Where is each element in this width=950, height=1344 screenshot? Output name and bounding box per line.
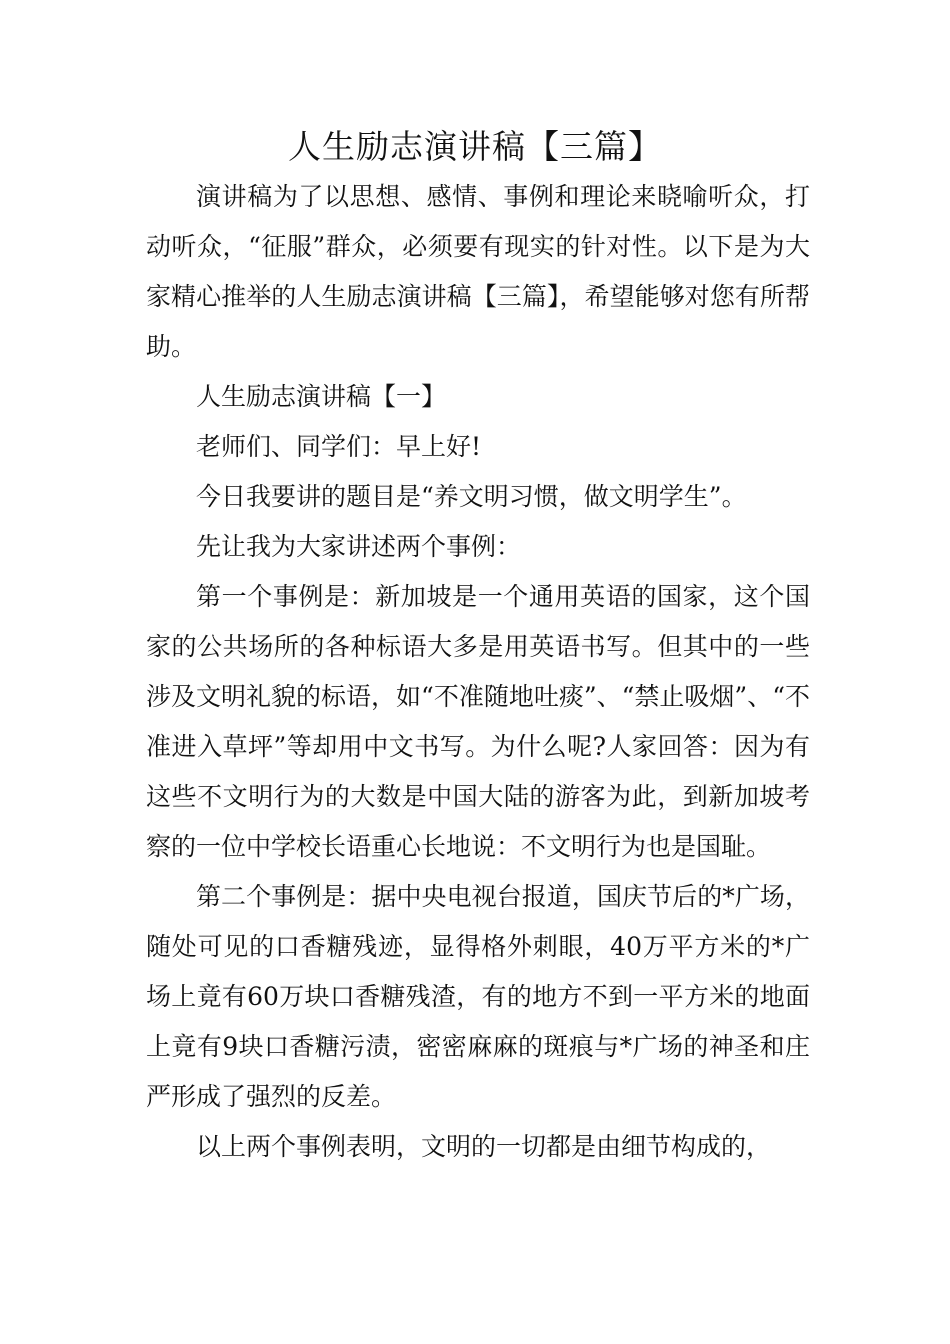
paragraph-conclusion: 以上两个事例表明，文明的一切都是由细节构成的，	[196, 1132, 772, 1161]
paragraph-lead-in: 先让我为大家讲述两个事例：	[196, 532, 522, 561]
document-body	[146, 172, 810, 1172]
paragraph-example-two: 第二个事例是：据中央电视台报道，国庆节后的*广场，随处可见的口香糖残迹，显得格外刺眼，40万平方米的*广场上竟有60万块口香糖残渣，有的地方不到一平方米的地面上竟有9块口香糖污渍，密密麻麻的斑痕与*广场的神圣和庄严形成了强烈的反差。	[146, 882, 810, 1111]
paragraph-topic: 今日我要讲的题目是“养文明习惯，做文明学生”。	[196, 482, 747, 511]
paragraph-greeting: 老师们、同学们：早上好!	[196, 432, 482, 461]
paragraph-example-one: 第一个事例是：新加坡是一个通用英语的国家，这个国家的公共场所的各种标语大多是用英语书写。但其中的一些涉及文明礼貌的标语，如“不准随地吐痰”、“禁止吸烟”、“不准进入草坪”等却用中文书写。为什么呢?人家回答：因为有这些不文明行为的大数是中国大陆的游客为此，到新加坡考察的一位中学校长语重心长地说：不文明行为也是国耻。	[146, 582, 810, 861]
document-title: 人生励志演讲稿【三篇】	[288, 127, 662, 166]
paragraph-section-heading: 人生励志演讲稿【一】	[196, 382, 447, 411]
paragraph-intro: 演讲稿为了以思想、感情、事例和理论来晓喻听众，打动听众，“征服”群众，必须要有现实的针对性。以下是为大家精心推举的人生励志演讲稿【三篇】，希望能够对您有所帮助。	[146, 182, 810, 361]
